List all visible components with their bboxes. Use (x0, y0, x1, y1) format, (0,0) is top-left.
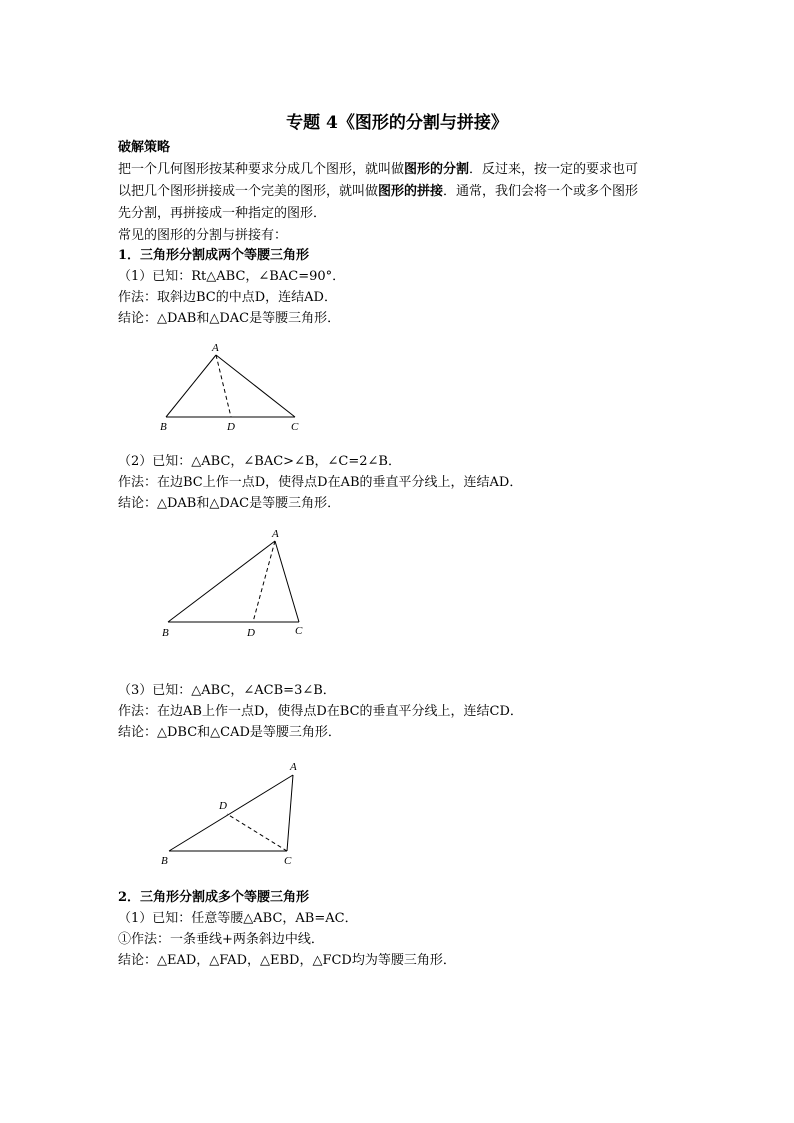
term-segmentation: 图形的分割 (404, 162, 470, 177)
label-C: C (295, 625, 303, 637)
case2-method: 作法：在边BC上作一点D，使得点D在AB的垂直平分线上，连结AD． (118, 475, 523, 490)
segment-CD (227, 814, 287, 851)
side-AB (169, 775, 293, 851)
page-title: 专题 4《图形的分割与拼接》 (286, 113, 508, 133)
case1-conclusion: 结论：△DAB和△DAC是等腰三角形． (118, 311, 341, 326)
case1-method: 作法：取斜边BC的中点D，连结AD． (118, 290, 337, 305)
label-D: D (247, 627, 255, 639)
case1-given: （1）已知：Rt△ABC，∠BAC=90°． (118, 269, 346, 284)
case3-method: 作法：在边AB上作一点D，使得点D在BC的垂直平分线上，连结CD． (118, 704, 523, 719)
case3-given: （3）已知：△ABC，∠ACB=3∠B． (118, 683, 336, 698)
intro-paragraph-line-3: 先分割，再拼接成一种指定的图形． (118, 206, 327, 221)
label-C: C (284, 855, 292, 867)
label-B: B (160, 421, 167, 433)
label-A: A (272, 528, 279, 540)
section2-case1-method: ①作法：一条垂线+两条斜边中线． (118, 932, 324, 947)
label-B: B (161, 855, 168, 867)
label-D: D (219, 800, 227, 812)
case2-given: （2）已知：△ABC，∠BAC>∠B，∠C=2∠B． (118, 454, 401, 469)
section2-case1-given: （1）已知：任意等腰△ABC，AB=AC． (118, 911, 358, 926)
label-A: A (290, 761, 297, 773)
intro-text: 把一个几何图形按某种要求分成几个图形，就叫做 (118, 162, 405, 177)
intro-paragraph-line-4: 常见的图形的分割与拼接有： (118, 228, 288, 243)
label-D: D (227, 421, 235, 433)
label-C: C (291, 421, 299, 433)
section1-heading: 1．三角形分割成两个等腰三角形 (118, 248, 310, 263)
side-AC (287, 775, 293, 851)
intro-text: 以把几个图形拼接成一个完美的图形，就叫做 (118, 184, 379, 199)
case3-conclusion: 结论：△DBC和△CAD是等腰三角形． (118, 725, 341, 740)
intro-text: ．反过来，按一定的要求也可 (469, 162, 639, 177)
intro-text: ．通常，我们会将一个或多个图形 (443, 184, 639, 199)
label-A: A (212, 342, 219, 354)
label-B: B (162, 627, 169, 639)
term-splicing: 图形的拼接 (378, 184, 444, 199)
strategy-heading: 破解策略 (118, 140, 171, 155)
section2-heading: 2．三角形分割成多个等腰三角形 (118, 890, 310, 905)
case2-conclusion: 结论：△DAB和△DAC是等腰三角形． (118, 496, 341, 511)
section2-case1-conclusion: 结论：△EAD，△FAD，△EBD，△FCD均为等腰三角形． (118, 953, 456, 968)
